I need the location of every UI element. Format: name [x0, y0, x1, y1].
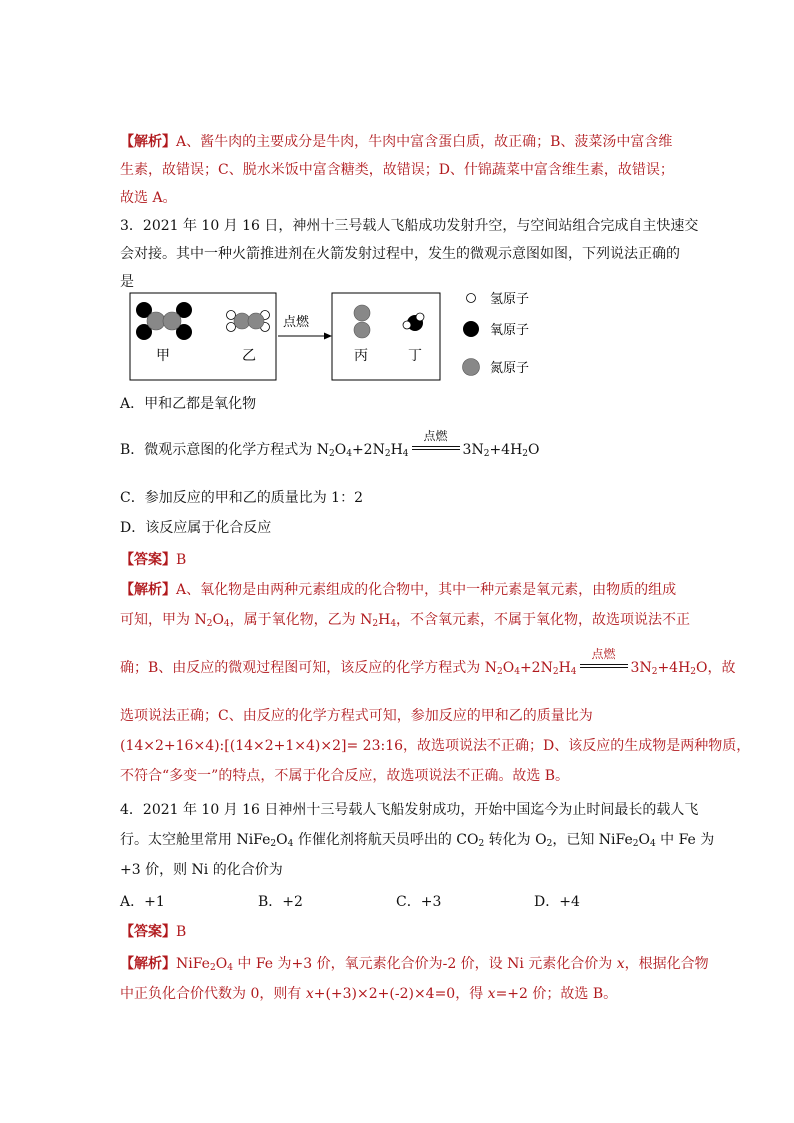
hydrogen-atom [416, 313, 424, 321]
hydrogen-atom [227, 323, 236, 332]
hydrogen-atom [227, 311, 236, 320]
legend-nitrogen-icon [463, 359, 480, 376]
arrow-condition: 点燃 [283, 315, 310, 330]
legend-oxygen-icon [463, 321, 479, 337]
q3-stem-line-1: 3．2021 年 10 月 16 日，神州十三号载人飞船成功发射升空，与空间站组合完成自主快速交 [120, 218, 699, 234]
nitrogen-atom [354, 322, 370, 338]
legend-oxygen-label: 氧原子 [490, 323, 530, 338]
q3-option-d: D．该反应属于化合反应 [120, 520, 272, 536]
q2-analysis-line-3: 故选 A。 [120, 190, 177, 206]
q4-stem-line-3: +3 价，则 Ni 的化合价为 [120, 862, 283, 878]
reactant-box [130, 293, 276, 380]
legend-hydrogen-icon [467, 294, 476, 303]
q3-option-c: C．参加反应的甲和乙的质量比为 1：2 [120, 490, 363, 506]
q3-analysis-line-3: 确；B、由反应的微观过程图可知，该反应的化学方程式为 $N_2O_4+2N_2H_4$ 点燃 $3N_2+4H_2O$，故 [120, 647, 736, 677]
q4-answer: 【答案】B [120, 924, 187, 940]
arrow-head [324, 333, 332, 340]
q3-analysis-line-2: 可知，甲为 $N_2O_4$，属于氧化物，乙为 $N_2H_4$，不含氧元素，不属于氧化物，故选项说法不正 [120, 612, 691, 629]
q3-analysis-line-5: (14×2+16×4):[(14×2+1×4)×2]= 23:16，故选项说法不正确；D、该反应的生成物是两种物质， [120, 738, 751, 754]
q4-analysis-line-1: 【解析】$NiFe_2O_4$ 中 Fe 为+3 价，氧元素化合价为-2 价，设 Ni 元素化合价为 x，根据化合物 [120, 956, 709, 973]
label-bing: 丙 [354, 348, 368, 364]
q3-analysis-line-1: 【解析】A、氧化物是由两种元素组成的化合物中，其中一种元素是氧元素，由物质的组成 [120, 582, 677, 598]
q3-analysis-line-6: 不符合“多变一”的特点，不属于化合反应，故选项说法不正确。故选 B。 [120, 768, 570, 784]
product-box [332, 293, 440, 380]
nitrogen-atom [163, 312, 181, 330]
q3-option-a: A．甲和乙都是氧化物 [120, 396, 257, 412]
q2-analysis-line-1: 【解析】A、酱牛肉的主要成分是牛肉，牛肉中富含蛋白质，故正确；B、菠菜汤中富含维 [120, 134, 673, 150]
hydrogen-atom [403, 321, 411, 329]
label-jia: 甲 [156, 348, 170, 364]
legend-hydrogen-label: 氢原子 [490, 292, 530, 307]
q4-option-b: B．+2 [258, 894, 303, 910]
q4-stem-line-1: 4．2021 年 10 月 16 日神州十三号载人飞船发射成功，开始中国迄今为止时间最长的载人飞 [120, 802, 699, 818]
q4-option-d: D．+4 [534, 894, 580, 910]
q3-answer: 【答案】B [120, 552, 187, 568]
nitrogen-atom [234, 313, 250, 329]
q3-stem-line-2: 会对接。其中一种火箭推进剂在火箭发射过程中，发生的微观示意图如图，下列说法正确的 [120, 246, 680, 262]
q3-option-b: B．微观示意图的化学方程式为 $N_2O_4+2N_2H_4$ 点燃 $3N_2+4H_2O$ [120, 429, 540, 459]
reaction-diagram [128, 288, 548, 390]
q4-option-c: C．+3 [396, 894, 442, 910]
q4-analysis-line-2: 中正负化合价代数为 0，则有 x+(+3)×2+(-2)×4=0，得 x=+2 价；故选 B。 [120, 986, 618, 1002]
nitrogen-atom [354, 305, 370, 321]
q3-stem-line-3: 是 [120, 274, 134, 290]
label-ding: 丁 [408, 348, 422, 364]
q4-stem-line-2: 行。太空舱里常用 $NiFe_2O_4$ 作催化剂将航天员呼出的 $CO_2$ 转化为 $O_2$，已知 $NiFe_2O_4$ 中 Fe 为 [120, 832, 715, 849]
label-yi: 乙 [242, 348, 256, 364]
nitrogen-atom [147, 312, 165, 330]
q3-analysis-line-4: 选项说法正确；C、由反应的化学方程式可知，参加反应的甲和乙的质量比为 [120, 708, 593, 724]
q2-analysis-line-2: 生素，故错误；C、脱水米饭中富含糖类，故错误；D、什锦蔬菜中富含维生素，故错误； [120, 162, 674, 178]
q4-option-a: A．+1 [120, 894, 165, 910]
nitrogen-atom [248, 313, 264, 329]
legend-nitrogen-label: 氮原子 [490, 361, 530, 376]
